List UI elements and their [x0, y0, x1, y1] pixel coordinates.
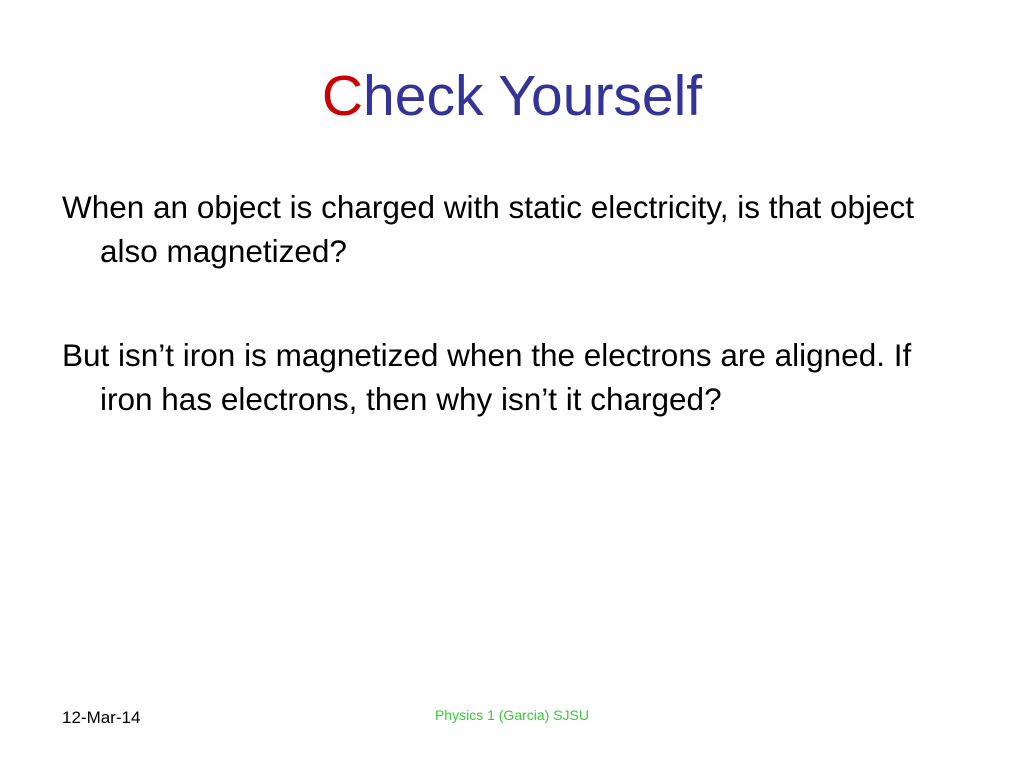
body-paragraph: But isn’t iron is magnetized when the electrons are aligned. If iron has electrons, then why isn’t it charged? [62, 337, 912, 417]
title-rest: heck Yourself [363, 64, 703, 128]
slide-body [62, 185, 972, 421]
title-first-letter: C [321, 64, 364, 128]
footer-course-label: Physics 1 (Garcia) SJSU [434, 707, 590, 723]
footer-date: 12-Mar-14 [62, 708, 141, 727]
slide-title [0, 62, 1024, 130]
body-paragraph: When an object is charged with static electricity, is that object also magnetized? [62, 189, 915, 269]
